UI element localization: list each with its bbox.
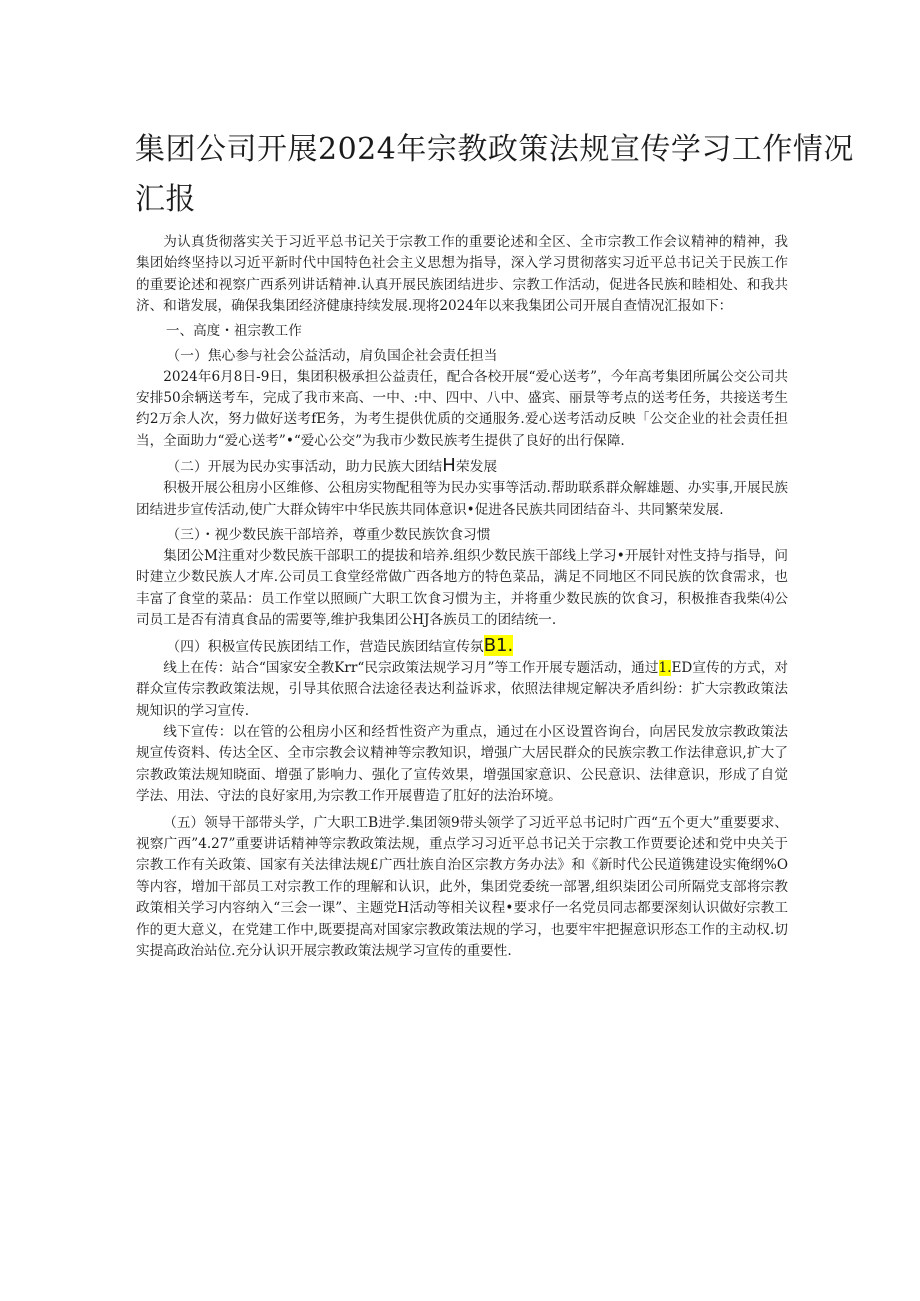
document-body bbox=[136, 232, 788, 962]
highlight-mark: B1. bbox=[483, 634, 514, 656]
subsection-4-heading-a: （四）积极宣传民族团结工作，营造民族团结宣传氛 bbox=[166, 638, 484, 655]
subsection-3-heading: （三）・视少数民族干部培养，尊重少数民族饮食习惯 bbox=[166, 527, 491, 544]
online-text-b: ED宣传的方式，对群众宣传宗教政策法规，引导其依照合法途径表达利益诉求，依照法律规定解决矛盾纠纷：扩大宗教政策法规知识的学习宣传. bbox=[136, 659, 788, 719]
subsection-1-text: 2024年6月8日-9日，集团积极承担公益责任，配合各校开展“爱心送考”，今年高考集团所属公交公司共安排50余辆送考车，完成了我市来高、一中、:中、四中、八中、盛宾、丽景等考点的送考任务，共接送考生约2万余人次，努力做好送考fE务，为考生提供优质的交通服务.爱心送考活动反映「公交企业的社会责任担当，全面助力“爱心送考”•“爱心公交”为我市少数民族考生提供了良好的出行保障. bbox=[136, 368, 788, 449]
subsection-2-heading bbox=[136, 455, 788, 478]
subsection-2-text: 积极开展公租房小区维修、公租房实物配租等为民办实事等活动.帮助联系群众解雄题、办实事,开展民族团结进步宣传活动,使广大群众铸牢中华民族共同体意识•促进各民族共同团结奋斗、共同繁荣发展. bbox=[136, 480, 788, 518]
subsection-3-text: 集团公M注重对少数民族干部职工的提拔和培养.组织少数民族干部线上学习•开展针对性支持与指导，问时建立少数民族人才库.公司员工食堂经常做广西各地方的特色菜品，满足不同地区不同民族的饮食需求，也丰富了食堂的菜品：员工作堂以照顾广大职工饮食习惯为主，并将重少数民族的饮食习，积极推杳我柴⑷公司员工是否有清真食品的需要等,维护我集团公HJ各族员工的团结统一. bbox=[136, 548, 788, 629]
highlight-mark-inline: 1. bbox=[658, 659, 672, 676]
offline-publicity-text: 线下宣传：以在管的公租房小区和经哲性资产为重点，通过在小区设置咨询台，向居民发放宗教政策法规宣传资料、传达全区、全市宗教会议精神等宗教知识，增强广大居民群众的民族宗教工作法律意识,扩大了宗教政策法规知晓面、增强了影响力、强化了宣传效果，增强国家意识、公民意识、法律意识，形成了自觉学法、用法、守法的良好家用,为宗教工作开展曹造了肛好的法治环境。 bbox=[136, 723, 788, 805]
subsection-2-heading-a: （二）开展为民办实事活动，助力民族大团结 bbox=[166, 459, 443, 476]
subsection-5-text: （五）领导干部带头学，广大职工B进学.集团领9带头领学了习近平总书记时广西“五个更大”重要要求、视察广西”4.27”重要讲话精神等宗教政策法规，重点学习习近平总书记关于宗教工作贾要论述和党中央关于宗教工作有关政策、国家有关法律法规£广西壮族自治区宗教方务办法》和《新时代公民道镌建设实俺纲%O等内容，增加干部员工对宗教工作的理解和认识，此外，集团党委统一部署,组织柒团公司所隔党支部将宗教政策相关学习内容纳入“三会一课”、主题党H活动等相关议程•要求仔一名党员同志都要深刻认识做好宗教工作的更大意义，在党建工作中,既要提高对国家宗教政策法规的学习，也要牢牢把握意识形态工作的主动权.切实提高政治站位.充分认识开展宗教政策法规学习宣传的重要性. bbox=[136, 814, 788, 959]
online-text-a: 线上在传：站合“国家安全教Krr“民宗政策法规学习月”等工作开展专题活动，通过 bbox=[163, 659, 659, 676]
online-publicity-text bbox=[136, 658, 788, 722]
section-heading: 一、高度・祖宗教工作 bbox=[165, 322, 302, 339]
subsection-2-heading-c: 荣发展 bbox=[455, 459, 498, 476]
intro-paragraph: 为认真货彻落实关于习近平总书记关于宗教工作的重要论述和全区、全市宗教工作会议精神的精神，我集团始终坚持以习近平新时代中国特色社会主义思想为指导，深入学习贯彻落实习近平总书记关于民族工作的重要论述和视察广西系列讲话精神.认真开展民族团结进步、宗教工作活动，促进各民族和睦相处、和我共济、和谐发展，确保我集团经济健康持续发展.现将2024年以来我集团公司开展自查情况汇报如下： bbox=[136, 234, 788, 315]
subsection-2-heading-b: H bbox=[442, 455, 456, 477]
title-line-1: 集团公司开展2024年宗教政策法规宣传学习工作情况 bbox=[135, 132, 854, 167]
subsection-4-heading bbox=[136, 635, 788, 658]
title-line-2: 汇报 bbox=[135, 182, 196, 217]
subsection-1-heading: （一）焦心参与社会公益活动，肩负国企社会责任担当 bbox=[166, 347, 498, 364]
